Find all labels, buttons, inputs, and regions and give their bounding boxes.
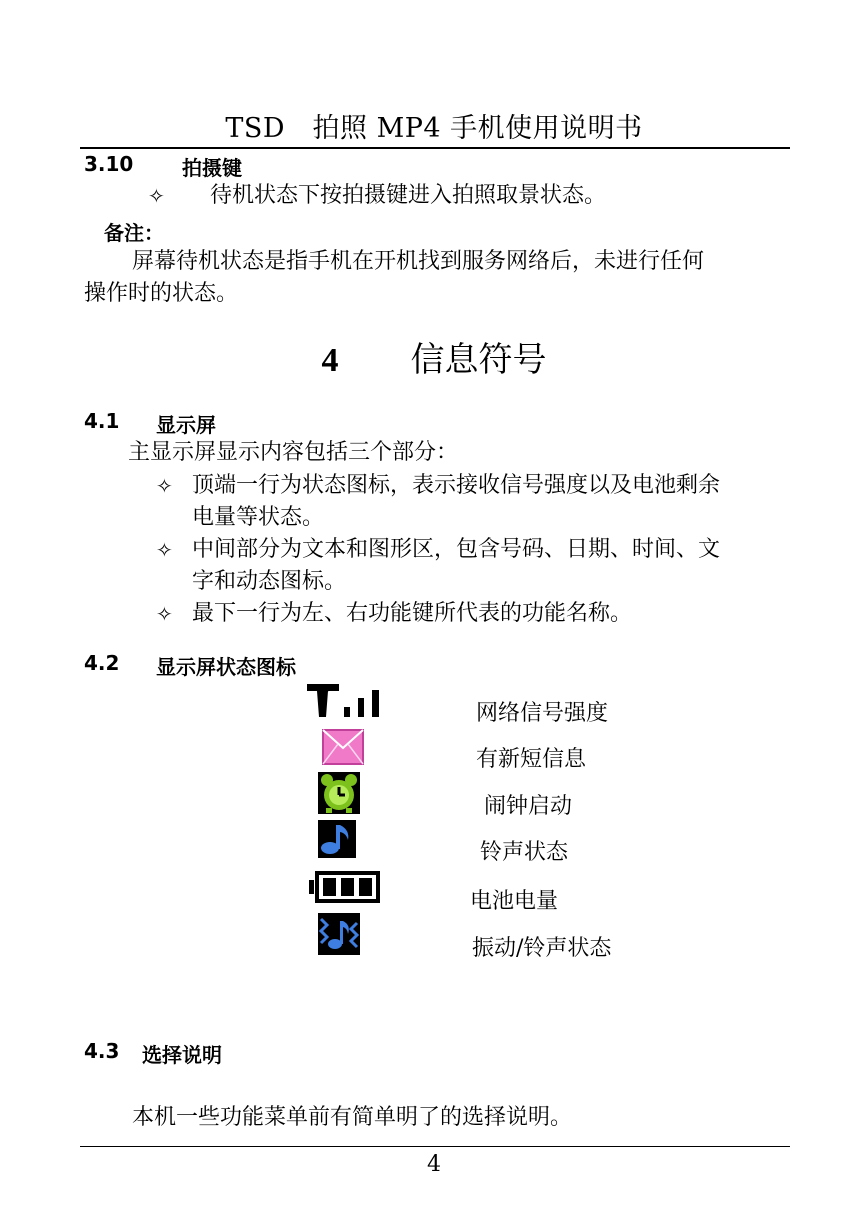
icon-label-signal: 网络信号强度 [476,701,609,726]
display-bullet-1-line1: 顶端一行为状态图标，表示接收信号强度以及电池剩余 [192,473,721,498]
display-bullet-1-line2: 电量等状态。 [192,505,325,530]
bullet-diamond-icon: ✧ [156,474,173,498]
section-4-1-intro: 主显示屏显示内容包括三个部分： [128,440,459,465]
section-4-1-title: 显示屏 [156,413,216,437]
header-divider [80,147,790,149]
section-4-3-text: 本机一些功能菜单前有简单明了的选择说明。 [132,1105,573,1130]
note-text-line2: 操作时的状态。 [84,281,239,306]
alarm-clock-icon [318,772,360,814]
note-text-line1: 屏幕待机状态是指手机在开机找到服务网络后，未进行任何 [132,249,705,274]
page-number: 4 [427,1152,441,1177]
signal-strength-icon [306,683,388,719]
display-bullet-2-line2: 字和动态图标。 [192,569,347,594]
battery-icon [309,870,381,904]
display-bullet-2-line1: 中间部分为文本和图形区，包含号码、日期、时间、文 [192,537,721,562]
bullet-diamond-icon: ✧ [148,184,165,208]
section-4-3-number: 4.3 [84,1039,120,1063]
section-3-10-title: 拍摄键 [182,156,242,180]
document-header-title: TSD 拍照 MP4 手机使用说明书 [225,113,643,144]
footer-divider [80,1146,790,1147]
new-message-icon [322,729,364,765]
chapter-heading [0,332,868,381]
section-4-1-number: 4.1 [84,409,120,433]
section-4-2-title: 显示屏状态图标 [156,655,296,679]
icon-label-new-message: 有新短信息 [476,747,587,772]
section-3-10-number: 3.10 [84,152,134,176]
display-bullet-3-line1: 最下一行为左、右功能键所代表的功能名称。 [192,601,633,626]
icon-label-alarm: 闹钟启动 [484,794,573,819]
icon-label-battery: 电池电量 [470,889,559,914]
bullet-diamond-icon: ✧ [156,602,173,626]
icon-label-vibrate-ringtone: 振动/铃声状态 [472,936,612,961]
chapter-number: 4 [321,342,339,379]
section-4-2-number: 4.2 [84,651,120,675]
ringtone-icon [318,820,356,858]
icon-label-ringtone: 铃声状态 [480,840,569,865]
vibrate-ringtone-icon [318,913,360,955]
bullet-diamond-icon: ✧ [156,538,173,562]
section-3-10-bullet: 待机状态下按拍摄键进入拍照取景状态。 [210,183,607,208]
chapter-title: 信息符号 [410,340,547,380]
note-label: 备注： [104,221,164,245]
section-4-3-title: 选择说明 [142,1043,222,1067]
